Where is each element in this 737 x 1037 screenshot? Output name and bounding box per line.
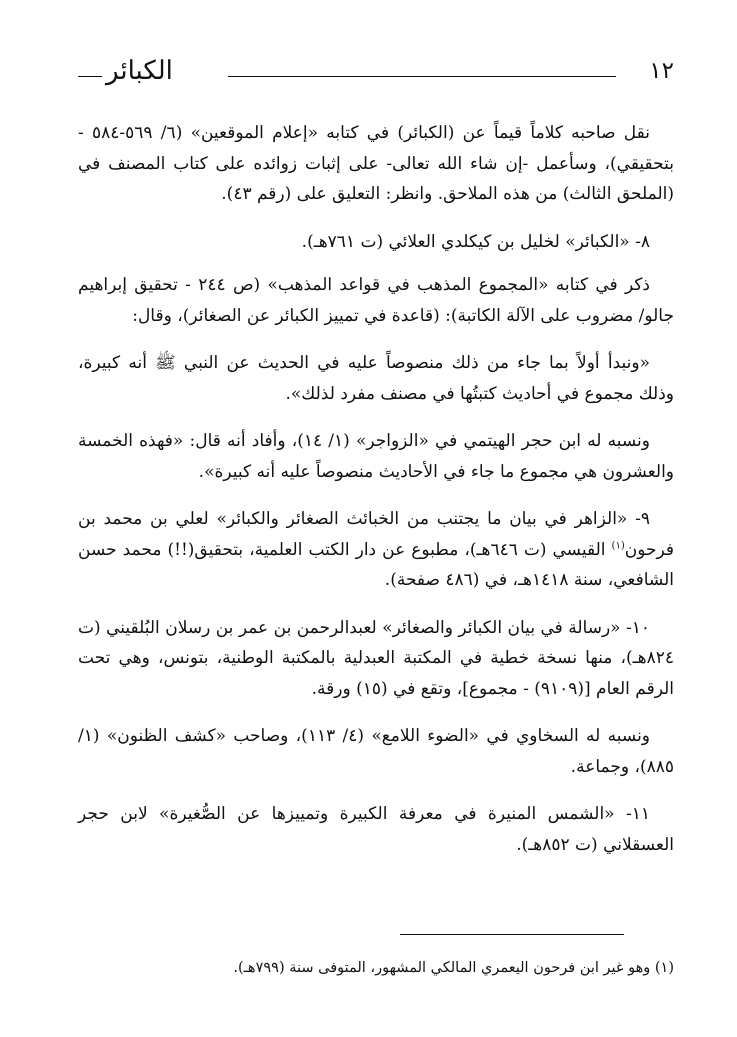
footnote-divider: [400, 934, 624, 935]
paragraph-item-10: ١٠- «رسالة في بيان الكبائر والصغائر» لعبدالرحمن بن عمر بن رسلان البُلقيني (ت ٨٢٤هـ)، منها نسخة خطية في المكتبة العبدلية بالمكتبة الوطنية، بتونس، وهي تحت الرقم العام [(٩١٠٩) - مجموع]، وتقع في (١٥) ورقة.: [78, 617, 674, 699]
item-9-continued: القيسي (ت ٦٤٦هـ)، مطبوع عن دار الكتب العلمية، بتحقيق(!!) محمد حسن الشافعي، سنة ١٤١٨هـ، في (٤٨٦ صفحة).: [78, 539, 674, 590]
paragraph-item-9: [78, 504, 674, 596]
header-rule-left: [78, 76, 102, 77]
paragraph-5: ونسبه له ابن حجر الهيتمي في «الزواجر» (١/ ١٤)، وأفاد أنه قال: «فهذه الخمسة والعشرون هي مجموع ما جاء في الأحاديث منصوصاً عليه أنه كبيرة».: [78, 431, 674, 482]
page-header: [78, 56, 674, 92]
footnote: (١) وهو غير ابن فرحون اليعمري المالكي المشهور، المتوفى سنة (٧٩٩هـ).: [233, 960, 674, 976]
paragraph-8: ونسبه له السخاوي في «الضوء اللامع» (٤/ ١١٣)، وصاحب «كشف الظنون» (١/ ٨٨٥)، وجماعة.: [78, 726, 674, 777]
paragraph-quote: «ونبدأ أولاً بما جاء من ذلك منصوصاً عليه في الحديث عن النبي ﷺ أنه كبيرة، وذلك مجموع في أحاديث كتبتُها في مصنف مفرد لذلك».: [78, 353, 674, 404]
running-title: الكبائر: [106, 56, 173, 86]
page-number: ١٢: [649, 58, 674, 84]
paragraph-item-8: ٨- «الكبائر» لخليل بن كيكلدي العلائي (ت ٧٦١هـ).: [301, 231, 650, 252]
item-9-text: ٩- «الزاهر في بيان ما يجتنب من الخبائث الصغائر والكبائر» لعلي بن محمد بن فرحون: [78, 509, 675, 560]
paragraph-item-11: ١١- «الشمس المنيرة في معرفة الكبيرة وتمييزها عن الصُّغيرة» لابن حجر العسقلاني (ت ٨٥٢هـ).: [78, 804, 674, 855]
footnote-marker[interactable]: (١): [611, 539, 625, 551]
paragraph-3: ذكر في كتابه «المجموع المذهب في قواعد المذهب» (ص ٢٤٤ - تحقيق إبراهيم جالو/ مضروب على الآلة الكاتبة): (قاعدة في تمييز الكبائر عن الصغائر)، وقال:: [78, 275, 674, 326]
paragraph-1: نقل صاحبه كلاماً قيماً عن (الكبائر) في كتابه «إعلام الموقعين» (٦/ ٥٦٩-٥٨٤ - بتحقيقي)، وسأعمل -إن شاء الله تعالى- على إثبات زوائده على كتاب المصنف في (الملحق الثالث) من هذه الملاحق. وانظر: التعليق على (رقم ٤٣).: [78, 123, 674, 204]
page-body: [78, 118, 674, 877]
header-rule: [228, 76, 616, 77]
